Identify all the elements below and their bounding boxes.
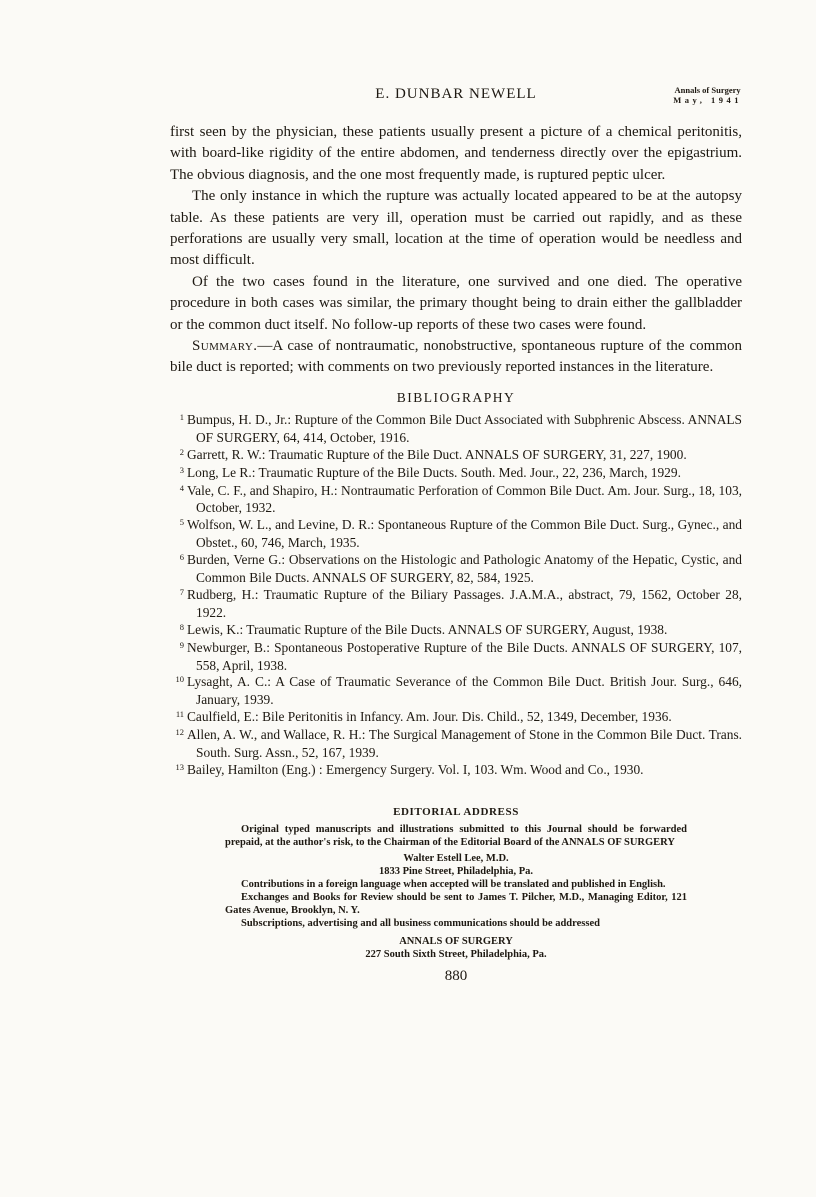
bib-entry (170, 483, 742, 518)
bib-entry-text: Bumpus, H. D., Jr.: Rupture of the Common Bile Duct Associated with Subphrenic Abscess. ANNALS OF SURGERY, 64, 414, October, 1916. (187, 411, 742, 445)
bib-entry-text: Caulfield, E.: Bile Peritonitis in Infancy. Am. Jour. Dis. Child., 52, 1349, December, 1936. (187, 709, 672, 725)
bib-entry-text: Burden, Verne G.: Observations on the Histologic and Pathologic Anatomy of the Hepatic, Cystic, and Common Bile Ducts. ANNALS OF SURGERY, 82, 584, 1925. (187, 552, 742, 586)
page-number: 880 (444, 967, 468, 984)
bib-entry-number: 1 (179, 411, 184, 422)
bib-entry-text: Newburger, B.: Spontaneous Postoperative Rupture of the Bile Ducts. ANNALS OF SURGERY, 107, 558, April, 1938. (187, 639, 742, 673)
bib-entry (170, 674, 742, 709)
summary-text: —A case of nontraumatic, nonobstructive, spontaneous rupture of the common bile duct is reported; with comments on two previously reported instances in the literature. (170, 338, 742, 376)
bib-entry-number: 3 (179, 464, 184, 475)
page-header (170, 86, 742, 110)
bib-entry (170, 640, 742, 675)
bib-entry-number: 4 (179, 482, 184, 493)
editorial-org-block (225, 935, 687, 961)
journal-reference (673, 86, 742, 105)
editorial-manuscripts-note: Original typed manuscripts and illustrations submitted to this Journal should be forwarded prepaid, at the author's risk, to the Chairman of the Editorial Board of the ANNALS OF SURGERY (225, 823, 687, 848)
bib-entry-number: 5 (179, 517, 184, 528)
bib-entry-number: 13 (175, 762, 184, 772)
bib-entry-text: Long, Le R.: Traumatic Rupture of the Bile Ducts. South. Med. Jour., 22, 236, March, 1929. (187, 464, 681, 480)
bib-entry-text: Lysaght, A. C.: A Case of Traumatic Severance of the Common Bile Duct. British Jour. Surg., 646, January, 1939. (187, 674, 742, 708)
bib-entry-number: 6 (179, 552, 184, 563)
bib-entry-number: 11 (175, 709, 184, 720)
running-head-author: E. DUNBAR NEWELL (375, 86, 537, 102)
journal-date: May, 1941 (673, 94, 742, 105)
summary-label: Summary. (192, 338, 258, 355)
editorial-org-name: ANNALS OF SURGERY (399, 935, 513, 947)
page-content (170, 86, 742, 985)
bib-entry (170, 622, 742, 640)
bib-entry-text: Lewis, K.: Traumatic Rupture of the Bile Ducts. ANNALS OF SURGERY, August, 1938. (187, 621, 668, 637)
bib-entry-number: 12 (175, 727, 184, 738)
editorial-chairman-address: 1833 Pine Street, Philadelphia, Pa. (378, 865, 534, 877)
bib-entry-text: Wolfson, W. L., and Levine, D. R.: Spontaneous Rupture of the Common Bile Duct. Surg., Gynec., and Obstet., 60, 746, March, 1935. (187, 517, 742, 551)
bib-entry (170, 587, 742, 622)
editorial-org-address: 227 South Sixth Street, Philadelphia, Pa. (365, 948, 547, 960)
bibliography-heading: BIBLIOGRAPHY (396, 389, 516, 405)
bib-entry-text: Allen, A. W., and Wallace, R. H.: The Surgical Management of Stone in the Common Bile Duct. Trans. South. Surg. Assn., 52, 167, 1939. (187, 727, 742, 761)
bib-entry-text: Vale, C. F., and Shapiro, H.: Nontraumatic Perforation of Common Bile Duct. Am. Jour. Surg., 18, 103, October, 1932. (187, 482, 742, 516)
bib-entry-text: Bailey, Hamilton (Eng.) : Emergency Surgery. Vol. I, 103. Wm. Wood and Co., 1930. (187, 762, 644, 777)
bib-entry (170, 412, 742, 447)
bib-entry (170, 465, 742, 483)
editorial-chairman-name: Walter Estell Lee, M.D. (403, 852, 509, 864)
editorial-contributions-note: Contributions in a foreign language when accepted will be translated and published in English. (241, 878, 666, 890)
editorial-subscriptions-note: Subscriptions, advertising and all business communications should be addressed (241, 917, 600, 929)
bib-entry-number: 2 (179, 446, 184, 457)
bib-entry (170, 447, 742, 465)
body-paragraph: Of the two cases found in the literature, one survived and one died. The operative procedure in both cases was similar, the primary thought being to drain either the gallbladder or the common duct itself. No follow-up reports of these two cases were found. (170, 273, 742, 333)
bib-entry-number: 7 (179, 586, 184, 597)
summary-paragraph (170, 336, 742, 379)
bib-entry (170, 727, 742, 762)
article-body (170, 122, 742, 379)
body-paragraph: The only instance in which the rupture was actually located appeared to be at the autopsy table. As these patients are very ill, operation must be carried out rapidly, and as these perforations are usually very small, location at the time of operation would be needless and most difficult. (170, 188, 742, 269)
bib-entry-number: 8 (179, 621, 184, 632)
bib-entry (170, 762, 742, 780)
editorial-heading: EDITORIAL ADDRESS (393, 805, 519, 818)
bibliography-list (170, 412, 742, 780)
editorial-chairman-block (225, 852, 687, 878)
bib-entry (170, 552, 742, 587)
editorial-exchanges-note: Exchanges and Books for Review should be sent to James T. Pilcher, M.D., Managing Editor, 121 Gates Avenue, Brooklyn, N. Y. (225, 891, 687, 916)
bib-entry-number: 9 (179, 639, 184, 650)
body-paragraph: first seen by the physician, these patients usually present a picture of a chemical peritonitis, with board-like rigidity of the entire abdomen, and tenderness directly over the epigastrium. The obvious diagnosis, and the one most frequently made, is ruptured peptic ulcer. (170, 124, 742, 183)
bib-entry-number: 10 (175, 674, 184, 685)
bib-entry (170, 517, 742, 552)
journal-name: Annals of Surgery (674, 85, 741, 95)
bib-entry (170, 709, 742, 727)
bib-entry-text: Garrett, R. W.: Traumatic Rupture of the Bile Duct. ANNALS OF SURGERY, 31, 227, 1900. (187, 446, 687, 462)
editorial-address-section (225, 806, 687, 961)
bib-entry-text: Rudberg, H.: Traumatic Rupture of the Biliary Passages. J.A.M.A., abstract, 79, 1562, October 28, 1922. (187, 586, 742, 620)
